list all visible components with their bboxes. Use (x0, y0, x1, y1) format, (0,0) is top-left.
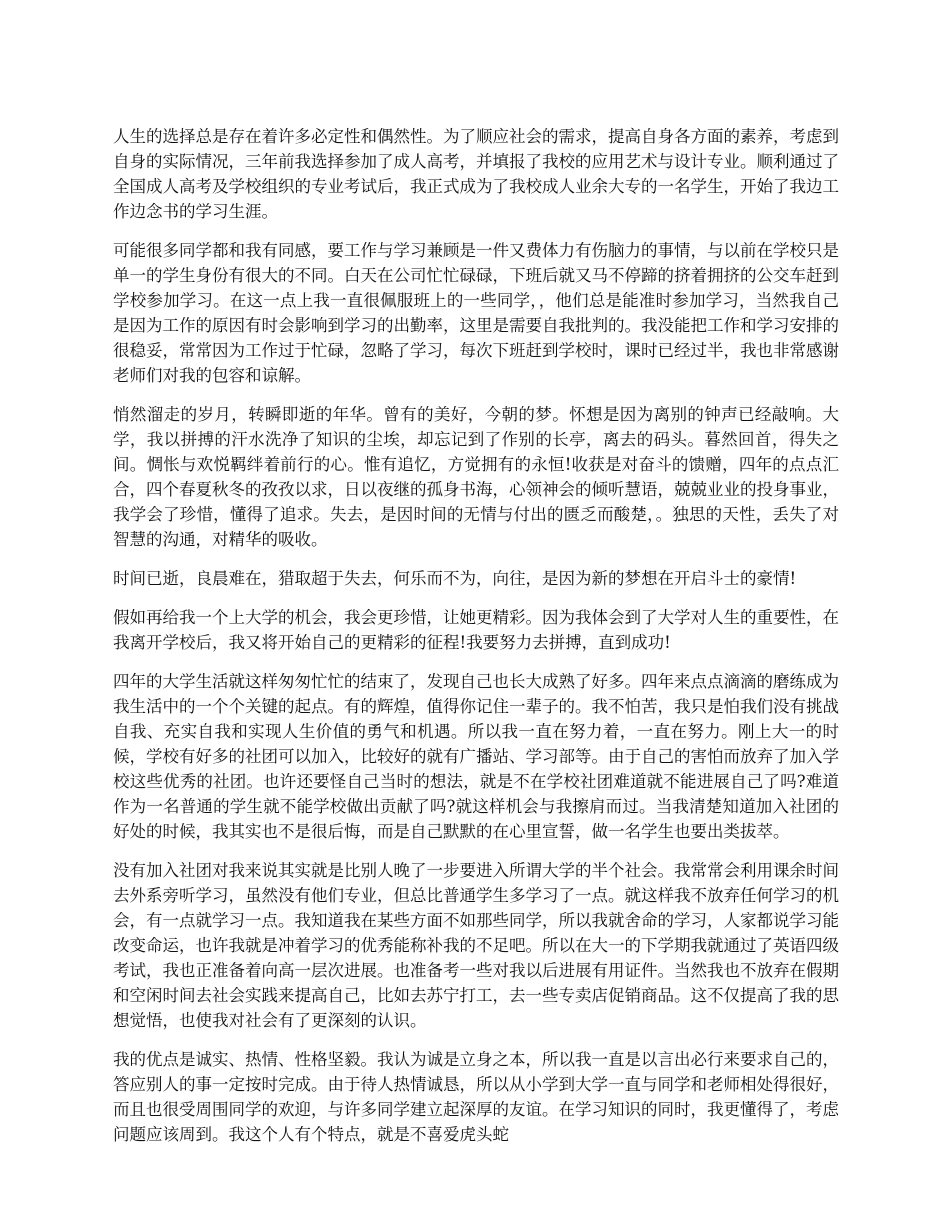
paragraph-8: 我的优点是诚实、热情、性格坚毅。我认为诚是立身之本，所以我一直是以言出必行来要求自己的，答应别人的事一定按时完成。由于待人热情诚恳，所以从小学到大学一直与同学和老师相处得很好，而且也很受周围同学的欢迎，与许多同学建立起深厚的友谊。在学习知识的同时，我更懂得了，考虑问题应该周到。我这个人有个特点，就是不喜爱虎头蛇 (113, 1050, 839, 1144)
document-page (113, 124, 839, 1161)
paragraph-7: 没有加入社团对我来说其实就是比别人晚了一步要进入所谓大学的半个社会。我常常会利用课余时间去外系旁听学习，虽然没有他们专业，但总比普通学生多学习了一点。就这样我不放弃任何学习的机会，有一点就学习一点。我知道我在某些方面不如那些同学，所以我就舍命的学习，人家都说学习能改变命运，也许我就是冲着学习的优秀能称补我的不足吧。所以在大一的下学期我就通过了英语四级考试，我也正准备着向高一层次进展。也准备考一些对我以后进展有用证件。当然我也不放弃在假期和空闲时间去社会实践来提高自己，比如去苏宁打工，去一些专卖店促销商品。这不仅提高了我的思想觉悟，也使我对社会有了更深刻的认识。 (113, 861, 839, 1030)
paragraph-2: 可能很多同学都和我有同感，要工作与学习兼顾是一件又费体力有伤脑力的事情，与以前在学校只是单一的学生身份有很大的不同。白天在公司忙忙碌碌，下班后就又马不停蹄的挤着拥挤的公交车赶到学校参加学习。在这一点上我一直很佩服班上的一些同学，，他们总是能准时参加学习，当然我自己是因为工作的原因有时会影响到学习的出勤率，这里是需要自我批判的。我没能把工作和学习安排的很稳妥，常常因为工作过于忙碌，忽略了学习，每次下班赶到学校时，课时已经过半，我也非常感谢老师们对我的包容和谅解。 (113, 241, 839, 385)
paragraph-4: 时间已逝，良晨难在，猎取超于失去，何乐而不为，向往，是因为新的梦想在开启斗士的豪情! (113, 569, 797, 588)
paragraph-5: 假如再给我一个上大学的机会，我会更珍惜，让她更精彩。因为我体会到了大学对人生的重要性，在我离开学校后，我又将开始自己的更精彩的征程!我要努力去拼搏，直到成功! (113, 608, 839, 652)
paragraph-3: 悄然溜走的岁月，转瞬即逝的年华。曾有的美好，今朝的梦。怀想是因为离别的钟声已经敲响。大学，我以拼搏的汗水洗净了知识的尘埃，却忘记到了作别的长亭，离去的码头。暮然回首，得失之间。惆怅与欢悦羁绊着前行的心。惟有追忆，方觉拥有的永恒!收获是对奋斗的馈赠，四年的点点汇合，四个春夏秋冬的孜孜以求，日以夜继的孤身书海，心领神会的倾听慧语，兢兢业业的投身事业，我学会了珍惜，懂得了追求。失去，是因时间的无情与付出的匮乏而酸楚，。独思的天性，丢失了对智慧的沟通，对精华的吸收。 (113, 405, 839, 549)
paragraph-1: 人生的选择总是存在着许多必定性和偶然性。为了顺应社会的需求，提高自身各方面的素养，考虑到自身的实际情况，三年前我选择参加了成人高考，并填报了我校的应用艺术与设计专业。顺利通过了全国成人高考及学校组织的专业考试后，我正式成为了我校成人业余大专的一名学生，开始了我边工作边念书的学习生涯。 (113, 127, 839, 221)
paragraph-6: 四年的大学生活就这样匆匆忙忙的结束了，发现自己也长大成熟了好多。四年来点点滴滴的磨练成为我生活中的一个个关键的起点。有的辉煌，值得你记住一辈子的。我不怕苦，我只是怕我们没有挑战自我、充实自我和实现人生价值的勇气和机遇。所以我一直在努力着，一直在努力。刚上大一的时候，学校有好多的社团可以加入，比较好的就有广播站、学习部等。由于自己的害怕而放弃了加入学校这些优秀的社团。也许还要怪自己当时的想法，就是不在学校社团难道就不能进展自己了吗?难道作为一名普通的学生就不能学校做出贡献了吗?就这样机会与我擦肩而过。当我清楚知道加入社团的好处的时候，我其实也不是很后悔，而是自己默默的在心里宣誓，做一名学生也要出类拔萃。 (113, 672, 839, 841)
